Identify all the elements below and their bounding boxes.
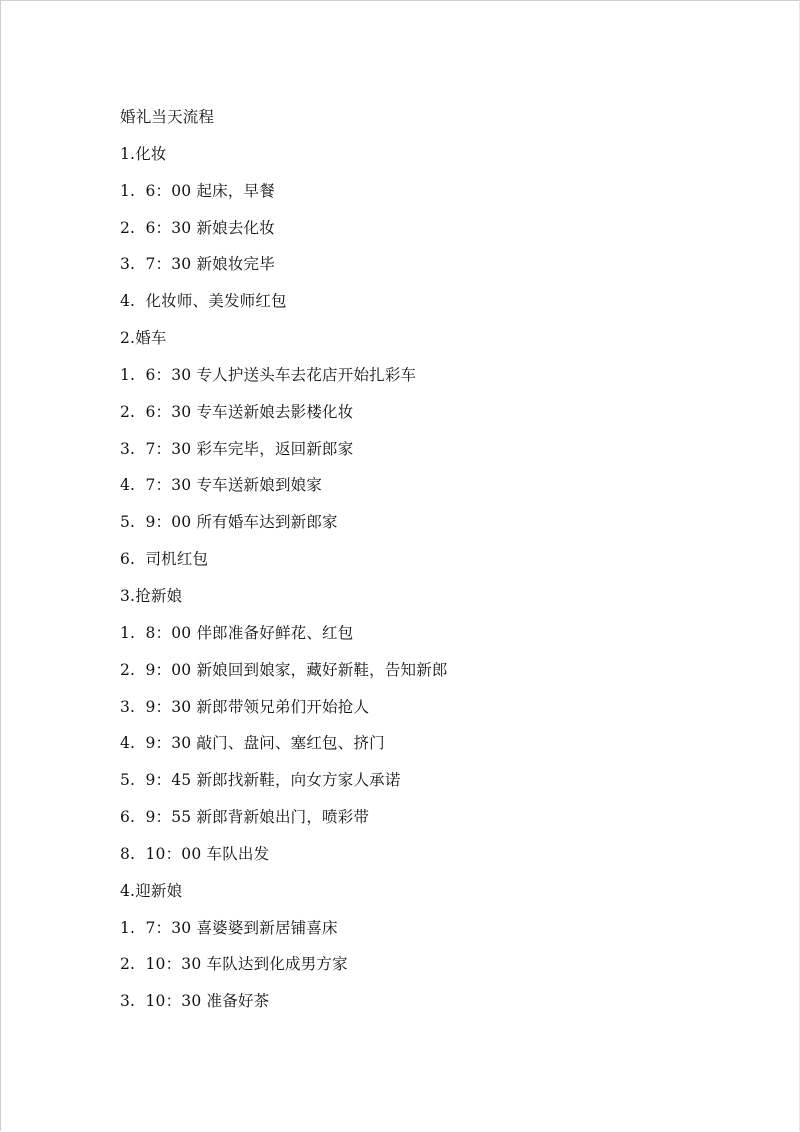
list-item: 6. 9：55 新郎背新娘出门，喷彩带 xyxy=(120,808,370,827)
list-item: 1. 6：30 专人护送头车去花店开始扎彩车 xyxy=(120,365,417,384)
list-item: 8. 10：00 车队出发 xyxy=(120,844,270,863)
list-item: 5. 9：45 新郎找新鞋，向女方家人承诺 xyxy=(120,771,401,790)
section-makeup xyxy=(120,140,760,324)
list-item: 2. 6：30 专车送新娘去影楼化妆 xyxy=(120,402,354,421)
list-item: 4. 9：30 敲门、盘问、塞红包、挤门 xyxy=(120,734,385,753)
list-item: 2. 10：30 车队达到化成男方家 xyxy=(120,955,348,974)
list-item: 3. 10：30 准备好茶 xyxy=(120,992,270,1011)
list-item: 1. 7：30 喜婆婆到新居铺喜床 xyxy=(120,918,338,937)
list-item: 2. 9：00 新娘回到娘家，藏好新鞋，告知新郎 xyxy=(120,660,448,679)
section-heading: 4.迎新娘 xyxy=(120,881,183,900)
section-fetch-bride xyxy=(120,582,760,877)
document-title: 婚礼当天流程 xyxy=(120,108,215,126)
list-item: 6. 司机红包 xyxy=(120,550,209,569)
section-heading: 2.婚车 xyxy=(120,329,167,348)
document-body xyxy=(120,103,760,1024)
list-item: 4. 7：30 专车送新娘到娘家 xyxy=(120,476,323,495)
section-welcome-bride xyxy=(120,877,760,1024)
list-item: 3. 7：30 彩车完毕，返回新郎家 xyxy=(120,439,354,458)
list-item: 3. 7：30 新娘妆完毕 xyxy=(120,255,275,274)
list-item: 5. 9：00 所有婚车达到新郎家 xyxy=(120,513,338,532)
list-item: 2. 6：30 新娘去化妆 xyxy=(120,218,275,237)
section-wedding-car xyxy=(120,324,760,582)
list-item: 1. 6：00 起床，早餐 xyxy=(120,181,275,200)
section-heading: 1.化妆 xyxy=(120,144,167,163)
list-item: 1. 8：00 伴郎准备好鲜花、红包 xyxy=(120,623,354,642)
list-item: 3. 9：30 新郎带领兄弟们开始抢人 xyxy=(120,697,370,716)
section-heading: 3.抢新娘 xyxy=(120,586,183,605)
list-item: 4. 化妆师、美发师红包 xyxy=(120,292,287,311)
